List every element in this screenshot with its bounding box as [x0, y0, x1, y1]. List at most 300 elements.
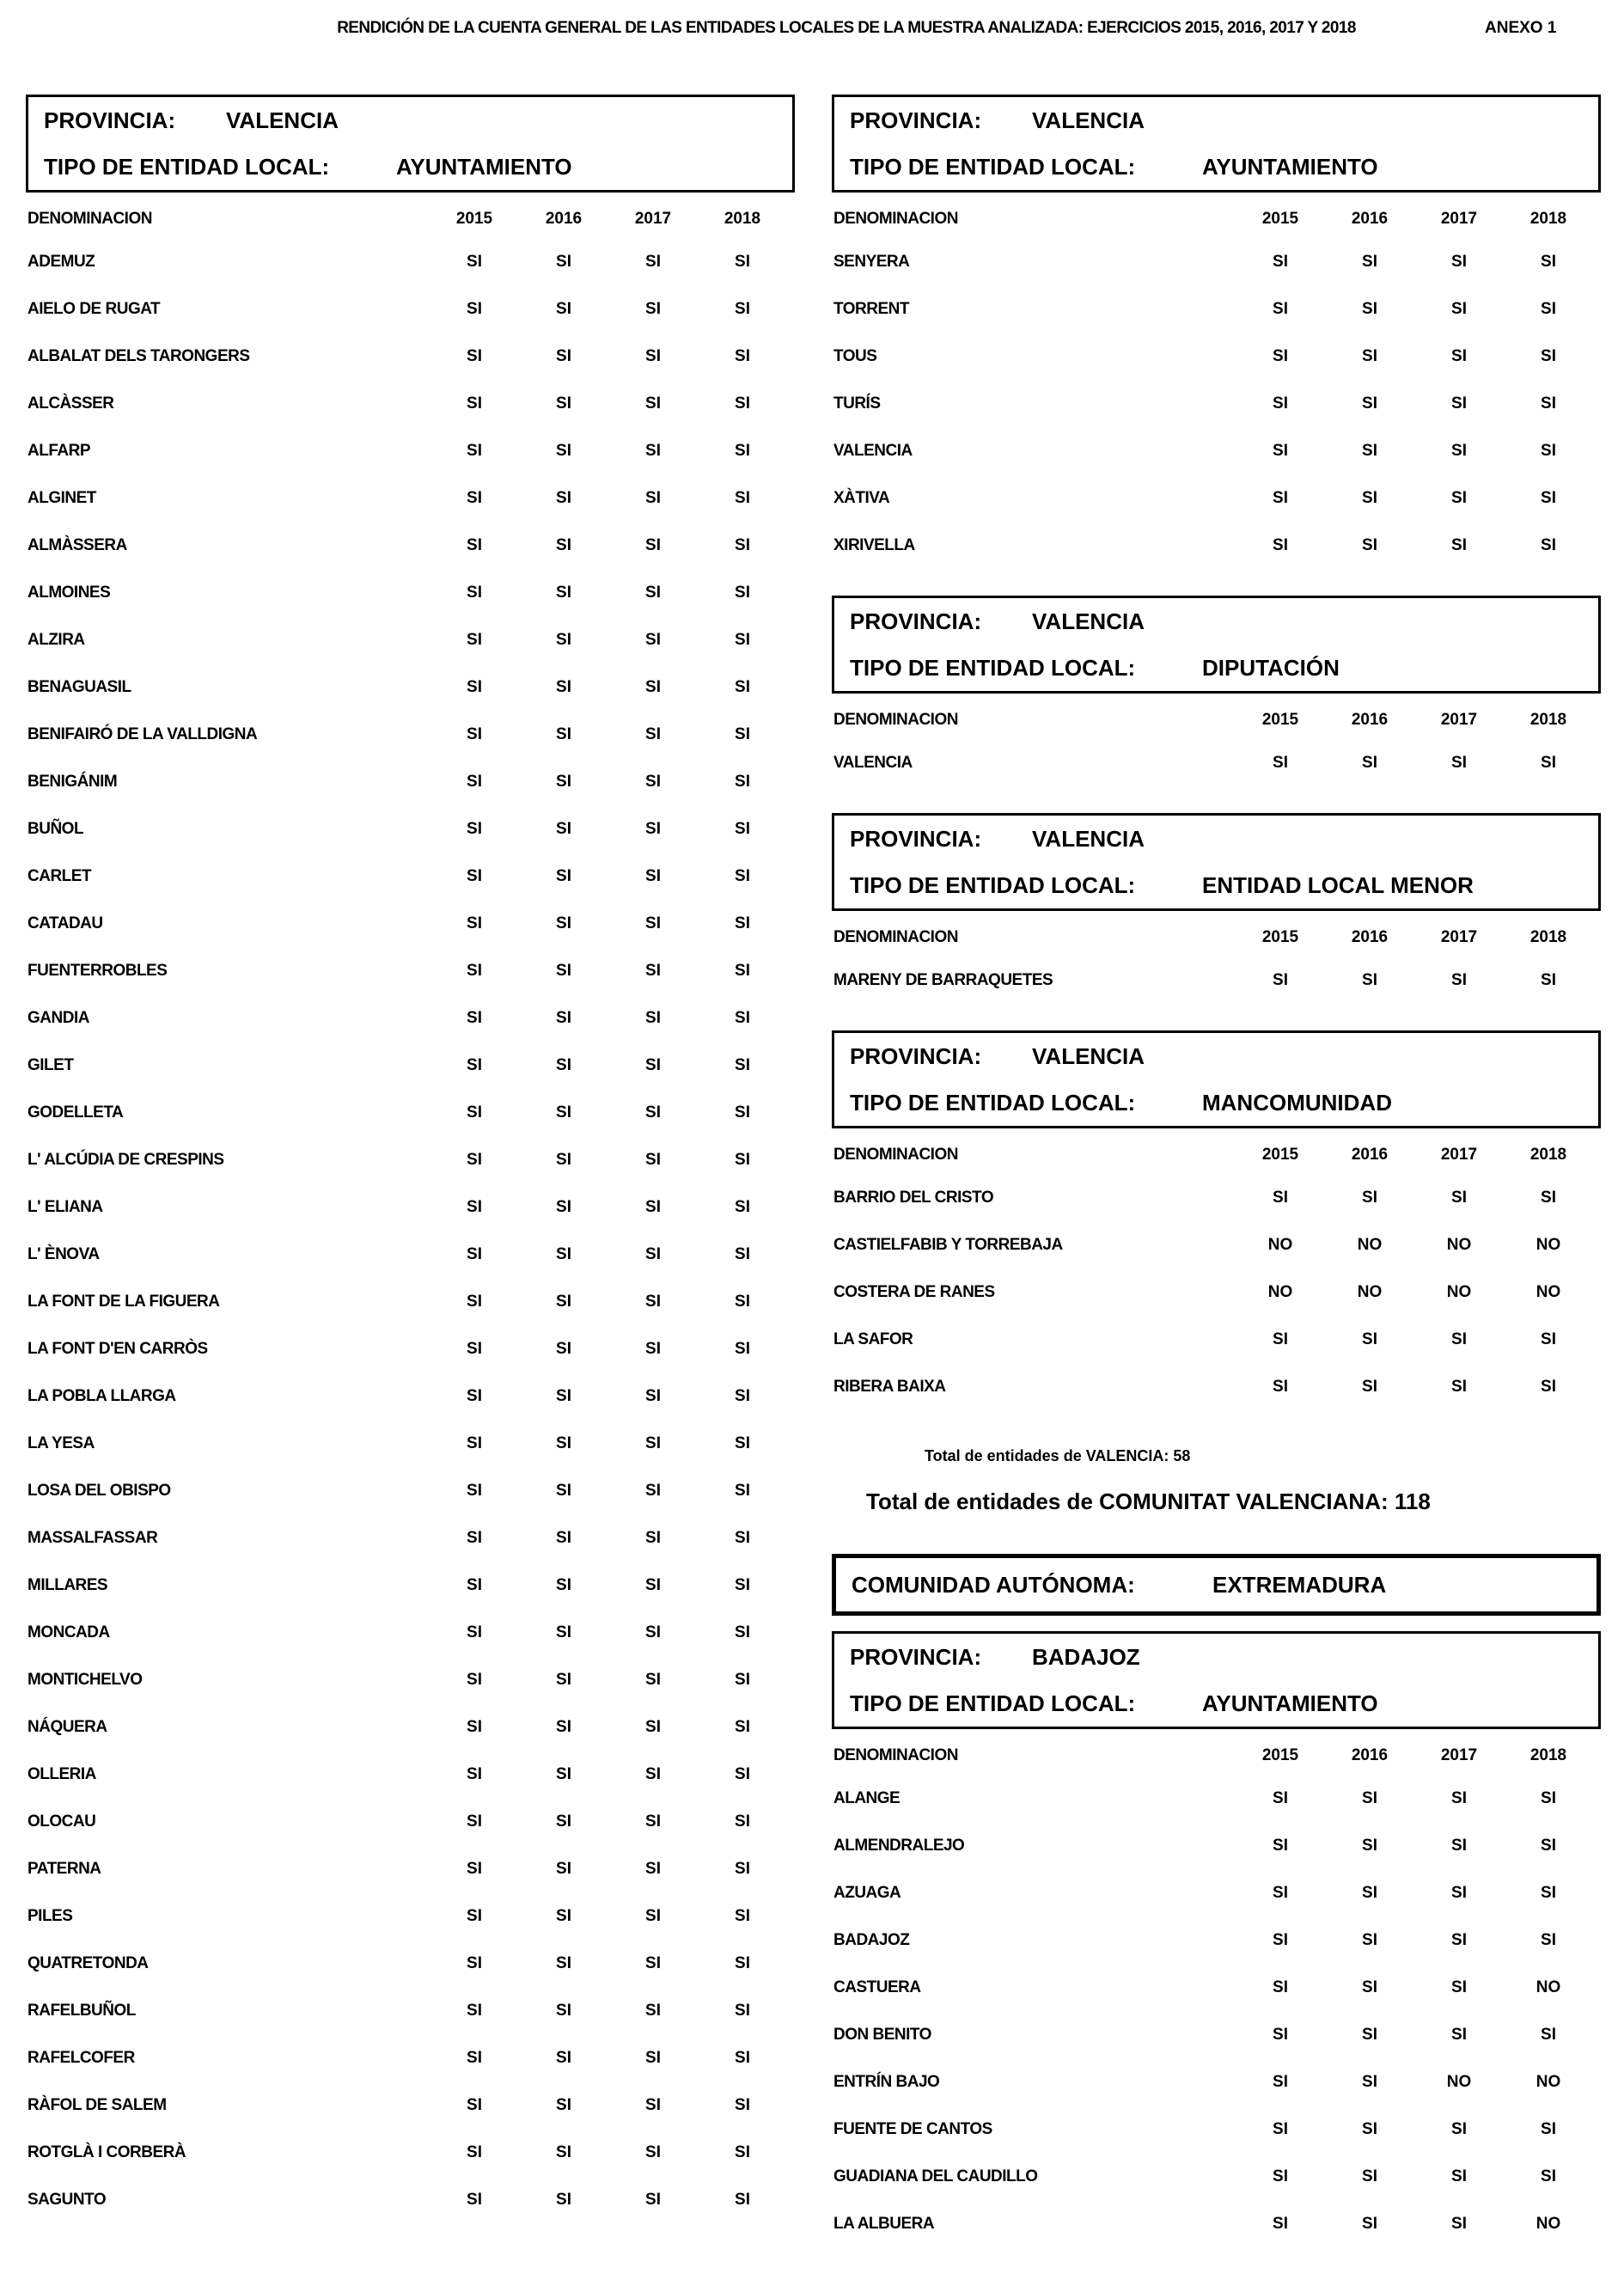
table-row	[26, 524, 795, 572]
status-2017: SI	[1451, 253, 1467, 271]
entity-name: NÁQUERA	[27, 1718, 107, 1736]
table-row	[26, 335, 795, 382]
status-2017: SI	[645, 1151, 661, 1169]
status-2015: SI	[1273, 1789, 1288, 1807]
status-2016: SI	[556, 1765, 571, 1783]
status-2016: SI	[1362, 2215, 1377, 2233]
status-2018: SI	[1541, 1789, 1556, 1807]
entity-name: GUADIANA DEL CAUDILLO	[833, 2167, 1038, 2185]
table-row	[832, 1777, 1601, 1825]
status-2017: SI	[1451, 2167, 1467, 2185]
status-2018: SI	[735, 1482, 750, 1500]
table-row	[26, 1848, 795, 1895]
status-2018: SI	[1541, 2167, 1556, 2185]
table-row	[832, 2108, 1601, 2155]
status-2017: SI	[645, 1293, 661, 1311]
entity-name: PATERNA	[27, 1860, 101, 1878]
entity-name: ROTGLÀ I CORBERÀ	[27, 2143, 186, 2161]
entity-name: BENAGUASIL	[27, 678, 131, 696]
status-2018: NO	[1535, 1236, 1561, 1254]
provincia-label: PROVINCIA:	[850, 1043, 982, 1069]
status-2016: SI	[1362, 1884, 1377, 1902]
status-2015: SI	[467, 678, 482, 696]
status-2018: SI	[735, 1812, 750, 1831]
status-2016: SI	[556, 2049, 571, 2067]
provincia-label: PROVINCIA:	[850, 1644, 982, 1670]
entity-name: BUÑOL	[27, 820, 84, 838]
status-2016: SI	[556, 867, 571, 885]
col-2018: 2018	[1529, 1146, 1567, 1164]
entity-name: LA FONT D'EN CARRÒS	[27, 1340, 208, 1358]
entity-name: CASTUERA	[833, 1978, 921, 1996]
status-2016: SI	[556, 1718, 571, 1736]
col-2017: 2017	[1440, 928, 1478, 946]
status-2015: SI	[1273, 347, 1288, 365]
status-2017: SI	[1451, 2026, 1467, 2044]
entity-name: VALENCIA	[833, 442, 913, 460]
status-2018: SI	[1541, 300, 1556, 318]
status-2016: SI	[1362, 2026, 1377, 2044]
entity-name: MILLARES	[27, 1576, 108, 1594]
status-2018: SI	[1541, 1931, 1556, 1949]
status-2015: SI	[1273, 1837, 1288, 1855]
col-2017: 2017	[634, 210, 672, 228]
status-2016: SI	[556, 1954, 571, 1972]
entity-name: XIRIVELLA	[833, 536, 915, 554]
status-2018: SI	[735, 1623, 750, 1641]
table-row	[832, 430, 1601, 477]
table-row	[832, 241, 1601, 288]
status-2018: SI	[735, 1907, 750, 1925]
status-2017: SI	[645, 1434, 661, 1452]
col-2016: 2016	[1351, 711, 1389, 729]
status-2018: SI	[735, 962, 750, 980]
status-2015: SI	[1273, 754, 1288, 772]
status-2016: SI	[1362, 394, 1377, 413]
status-2016: SI	[1362, 1931, 1377, 1949]
table-header	[832, 1729, 1601, 1777]
table-row	[832, 2014, 1601, 2061]
tipo-label: TIPO DE ENTIDAD LOCAL:	[850, 1690, 1136, 1716]
status-2017: SI	[645, 1907, 661, 1925]
status-2015: SI	[467, 2096, 482, 2114]
status-2015: SI	[467, 1482, 482, 1500]
col-denominacion: DENOMINACION	[833, 711, 958, 729]
status-2016: SI	[556, 1198, 571, 1216]
table-row	[26, 1942, 795, 1990]
entity-name: ALFARP	[27, 442, 90, 460]
entity-name: LA ALBUERA	[833, 2215, 935, 2233]
status-2017: SI	[1451, 536, 1467, 554]
status-2015: SI	[1273, 971, 1288, 989]
status-2017: SI	[645, 678, 661, 696]
status-2015: SI	[1273, 1189, 1288, 1207]
status-2018: SI	[735, 2049, 750, 2067]
status-2018: SI	[735, 442, 750, 460]
status-2016: SI	[1362, 489, 1377, 507]
entity-name: BADAJOZ	[833, 1931, 910, 1949]
status-2017: SI	[645, 867, 661, 885]
entity-name: L' ELIANA	[27, 1198, 103, 1216]
status-2015: SI	[1273, 2073, 1288, 2091]
status-2016: SI	[556, 347, 571, 365]
table-row	[26, 761, 795, 808]
col-2017: 2017	[1440, 1746, 1478, 1764]
status-2015: SI	[467, 725, 482, 743]
status-2016: SI	[556, 1812, 571, 1831]
col-2018: 2018	[1529, 928, 1567, 946]
tipo-value: AYUNTAMIENTO	[1202, 154, 1378, 180]
entity-name: MASSALFASSAR	[27, 1529, 158, 1547]
status-2017: SI	[1451, 1189, 1467, 1207]
entity-name: BARRIO DEL CRISTO	[833, 1189, 994, 1207]
status-2015: SI	[467, 584, 482, 602]
status-2015: SI	[467, 867, 482, 885]
status-2015: SI	[1273, 1330, 1288, 1348]
status-2017: SI	[1451, 1378, 1467, 1396]
entity-name: QUATRETONDA	[27, 1954, 149, 1972]
status-2017: SI	[645, 725, 661, 743]
status-2017: SI	[645, 1103, 661, 1122]
status-2017: SI	[645, 300, 661, 318]
col-2018: 2018	[1529, 210, 1567, 228]
provincia-value: BADAJOZ	[1032, 1644, 1140, 1670]
entity-name: ADEMUZ	[27, 253, 95, 271]
entity-name: XÀTIVA	[833, 489, 890, 507]
entity-name: PILES	[27, 1907, 73, 1925]
status-2016: SI	[556, 1009, 571, 1027]
provincia-value: VALENCIA	[1032, 608, 1145, 634]
provincia-value: VALENCIA	[226, 107, 339, 133]
annex-label: ANEXO 1	[1485, 19, 1557, 37]
table-row	[832, 2155, 1601, 2203]
status-2017: SI	[1451, 489, 1467, 507]
table-row	[26, 1517, 795, 1564]
status-2017: SI	[645, 820, 661, 838]
document-title: RENDICIÓN DE LA CUENTA GENERAL DE LAS ENTIDADES LOCALES DE LA MUESTRA ANALIZADA: EJERCICIOS 2015, 2016, 2017 Y 2018	[337, 19, 1356, 37]
status-2016: SI	[1362, 1978, 1377, 1996]
entity-name: OLLERIA	[27, 1765, 96, 1783]
section-header	[832, 95, 1601, 193]
status-2018: SI	[735, 1293, 750, 1311]
status-2018: SI	[735, 1151, 750, 1169]
table-row	[26, 1990, 795, 2037]
status-2016: SI	[556, 489, 571, 507]
status-2015: SI	[467, 2049, 482, 2067]
status-2017: SI	[645, 489, 661, 507]
status-2016: SI	[556, 773, 571, 791]
status-2016: SI	[556, 2143, 571, 2161]
status-2018: SI	[735, 1576, 750, 1594]
status-2018: SI	[735, 2191, 750, 2209]
status-2018: SI	[735, 725, 750, 743]
status-2015: SI	[1273, 2120, 1288, 2138]
status-2018: NO	[1535, 2215, 1561, 2233]
entity-name: ALMOINES	[27, 584, 111, 602]
status-2017: SI	[645, 1009, 661, 1027]
status-2017: SI	[645, 347, 661, 365]
status-2015: SI	[467, 1245, 482, 1263]
status-2016: SI	[556, 1387, 571, 1405]
entity-name: MONCADA	[27, 1623, 110, 1641]
table-row	[26, 382, 795, 430]
status-2018: SI	[735, 1671, 750, 1689]
entity-name: LOSA DEL OBISPO	[27, 1482, 171, 1500]
status-2015: NO	[1267, 1236, 1293, 1254]
status-2017: SI	[645, 1576, 661, 1594]
status-2015: SI	[467, 1671, 482, 1689]
table-row	[832, 959, 1601, 1006]
status-2015: SI	[467, 536, 482, 554]
entity-name: AZUAGA	[833, 1884, 901, 1902]
table-row	[26, 1706, 795, 1753]
status-2017: SI	[645, 1056, 661, 1074]
status-2018: SI	[1541, 347, 1556, 365]
table-row	[832, 1366, 1601, 1413]
status-2018: SI	[1541, 1837, 1556, 1855]
entity-name: AIELO DE RUGAT	[27, 300, 161, 318]
table-row	[26, 241, 795, 288]
ca-value: EXTREMADURA	[1212, 1572, 1387, 1598]
status-2018: SI	[735, 253, 750, 271]
status-2015: SI	[1273, 1378, 1288, 1396]
status-2016: SI	[556, 1529, 571, 1547]
entity-name: CATADAU	[27, 914, 103, 932]
status-2016: SI	[1362, 1330, 1377, 1348]
table-row	[26, 1091, 795, 1139]
status-2016: SI	[1362, 2120, 1377, 2138]
status-2017: SI	[645, 1245, 661, 1263]
col-2015: 2015	[1261, 711, 1299, 729]
col-denominacion: DENOMINACION	[833, 1746, 958, 1764]
status-2018: SI	[735, 1198, 750, 1216]
entity-name: TORRENT	[833, 300, 909, 318]
status-2015: SI	[467, 820, 482, 838]
right-column	[832, 95, 1601, 2274]
status-2018: SI	[735, 820, 750, 838]
provincia-value: VALENCIA	[1032, 826, 1145, 852]
col-2016: 2016	[1351, 1746, 1389, 1764]
community-header	[832, 1554, 1601, 1616]
status-2018: SI	[1541, 1189, 1556, 1207]
provincia-label: PROVINCIA:	[44, 107, 176, 133]
status-2016: SI	[556, 584, 571, 602]
status-2016: SI	[556, 394, 571, 413]
entity-name: ALGINET	[27, 489, 96, 507]
tipo-value: ENTIDAD LOCAL MENOR	[1202, 872, 1474, 898]
entity-name: ALCÀSSER	[27, 394, 114, 413]
status-2016: SI	[1362, 2167, 1377, 2185]
status-2017: SI	[1451, 971, 1467, 989]
status-2016: SI	[556, 1671, 571, 1689]
status-2017: SI	[645, 1765, 661, 1783]
table-row	[26, 713, 795, 761]
table-row	[832, 477, 1601, 524]
status-2017: NO	[1446, 2073, 1472, 2091]
col-2018: 2018	[1529, 1746, 1567, 1764]
tipo-label: TIPO DE ENTIDAD LOCAL:	[850, 655, 1136, 681]
table-row	[832, 742, 1601, 789]
table-row	[26, 1139, 795, 1186]
status-2017: SI	[1451, 1789, 1467, 1807]
status-2017: SI	[645, 253, 661, 271]
tipo-label: TIPO DE ENTIDAD LOCAL:	[850, 872, 1136, 898]
status-2017: SI	[645, 773, 661, 791]
status-2015: SI	[467, 1812, 482, 1831]
status-2017: SI	[645, 584, 661, 602]
table-header	[832, 911, 1601, 959]
table-row	[26, 1186, 795, 1233]
col-2016: 2016	[1351, 928, 1389, 946]
status-2016: NO	[1357, 1236, 1383, 1254]
status-2016: SI	[556, 2191, 571, 2209]
entity-name: FUENTE DE CANTOS	[833, 2120, 992, 2138]
status-2016: SI	[1362, 971, 1377, 989]
status-2016: SI	[1362, 347, 1377, 365]
table-row	[832, 1177, 1601, 1224]
status-2016: SI	[1362, 1189, 1377, 1207]
entity-name: BENIGÁNIM	[27, 773, 118, 791]
status-2015: SI	[1273, 300, 1288, 318]
status-2015: SI	[467, 914, 482, 932]
status-2015: SI	[467, 347, 482, 365]
status-2018: SI	[735, 1765, 750, 1783]
table-row	[26, 997, 795, 1044]
status-2016: SI	[556, 300, 571, 318]
status-2018: SI	[735, 2002, 750, 2020]
status-2017: SI	[645, 2002, 661, 2020]
entity-name: RIBERA BAIXA	[833, 1378, 946, 1396]
status-2018: SI	[735, 300, 750, 318]
entity-name: SENYERA	[833, 253, 910, 271]
col-2015: 2015	[1261, 1746, 1299, 1764]
table-header	[832, 193, 1601, 241]
status-2016: SI	[556, 1623, 571, 1641]
table-row	[832, 1872, 1601, 1919]
status-2018: SI	[1541, 971, 1556, 989]
status-2017: SI	[1451, 1931, 1467, 1949]
table-row	[26, 1422, 795, 1470]
table-row	[26, 1659, 795, 1706]
entity-name: LA YESA	[27, 1434, 95, 1452]
status-2015: SI	[467, 1954, 482, 1972]
table-row	[26, 1281, 795, 1328]
status-2018: SI	[735, 1718, 750, 1736]
status-2016: SI	[1362, 754, 1377, 772]
status-2018: SI	[1541, 394, 1556, 413]
table-row	[832, 288, 1601, 335]
ca-label: COMUNIDAD AUTÓNOMA:	[852, 1572, 1135, 1598]
table-row	[26, 808, 795, 855]
status-2017: SI	[645, 2096, 661, 2114]
status-2018: SI	[1541, 1378, 1556, 1396]
community-total: Total de entidades de COMUNITAT VALENCIANA: 118	[866, 1488, 1431, 1514]
entity-name: TURÍS	[833, 394, 881, 413]
status-2015: SI	[467, 1103, 482, 1122]
status-2015: SI	[467, 2002, 482, 2020]
entity-name: RAFELCOFER	[27, 2049, 135, 2067]
status-2018: SI	[735, 1009, 750, 1027]
entity-name: BENIFAIRÓ DE LA VALLDIGNA	[27, 725, 258, 743]
col-denominacion: DENOMINACION	[833, 210, 958, 228]
status-2017: SI	[645, 1529, 661, 1547]
entity-name: CASTIELFABIB Y TORREBAJA	[833, 1236, 1063, 1254]
table-row	[832, 2061, 1601, 2108]
status-2018: SI	[1541, 442, 1556, 460]
table-row	[832, 1966, 1601, 2014]
status-2015: SI	[467, 1340, 482, 1358]
status-2018: NO	[1535, 1978, 1561, 1996]
status-2015: SI	[467, 1718, 482, 1736]
section-header	[832, 596, 1601, 694]
tipo-value: AYUNTAMIENTO	[396, 154, 572, 180]
table-row	[26, 1328, 795, 1375]
entity-name: ENTRÍN BAJO	[833, 2073, 940, 2091]
status-2017: SI	[645, 1198, 661, 1216]
status-2016: SI	[556, 1245, 571, 1263]
table-row	[26, 2131, 795, 2179]
entity-name: RÀFOL DE SALEM	[27, 2096, 167, 2114]
status-2018: SI	[735, 489, 750, 507]
status-2016: SI	[1362, 442, 1377, 460]
status-2015: SI	[467, 2191, 482, 2209]
entity-name: CARLET	[27, 867, 92, 885]
status-2016: SI	[1362, 1837, 1377, 1855]
section-header	[832, 1030, 1601, 1128]
status-2017: SI	[645, 536, 661, 554]
entity-name: ALBALAT DELS TARONGERS	[27, 347, 250, 365]
entity-name: GODELLETA	[27, 1103, 124, 1122]
entity-name: MARENY DE BARRAQUETES	[833, 971, 1053, 989]
status-2017: SI	[1451, 2215, 1467, 2233]
table-row	[26, 1800, 795, 1848]
status-2018: NO	[1535, 2073, 1561, 2091]
tipo-value: AYUNTAMIENTO	[1202, 1690, 1378, 1716]
col-denominacion: DENOMINACION	[27, 210, 152, 228]
status-2015: SI	[467, 1387, 482, 1405]
table-row	[26, 950, 795, 997]
table-row	[26, 572, 795, 619]
status-2018: SI	[735, 1340, 750, 1358]
status-2015: SI	[467, 1529, 482, 1547]
entity-name: GANDIA	[27, 1009, 89, 1027]
status-2016: SI	[1362, 1789, 1377, 1807]
status-2015: SI	[1273, 2215, 1288, 2233]
table-row	[832, 1224, 1601, 1271]
status-2018: SI	[1541, 1884, 1556, 1902]
col-2017: 2017	[1440, 711, 1478, 729]
table-row	[832, 382, 1601, 430]
status-2015: SI	[467, 1907, 482, 1925]
entity-name: RAFELBUÑOL	[27, 2002, 136, 2020]
status-2016: SI	[556, 1482, 571, 1500]
table-header	[832, 1128, 1601, 1177]
table-row	[26, 2084, 795, 2131]
table-row	[26, 430, 795, 477]
status-2016: SI	[1362, 1378, 1377, 1396]
status-2015: SI	[467, 1198, 482, 1216]
status-2015: SI	[467, 773, 482, 791]
status-2018: SI	[735, 394, 750, 413]
status-2016: SI	[556, 1293, 571, 1311]
table-row	[26, 855, 795, 902]
col-2016: 2016	[545, 210, 583, 228]
entity-name: ALMÀSSERA	[27, 536, 127, 554]
table-row	[832, 1919, 1601, 1966]
status-2017: SI	[645, 914, 661, 932]
status-2017: SI	[645, 1812, 661, 1831]
table-row	[26, 1375, 795, 1422]
